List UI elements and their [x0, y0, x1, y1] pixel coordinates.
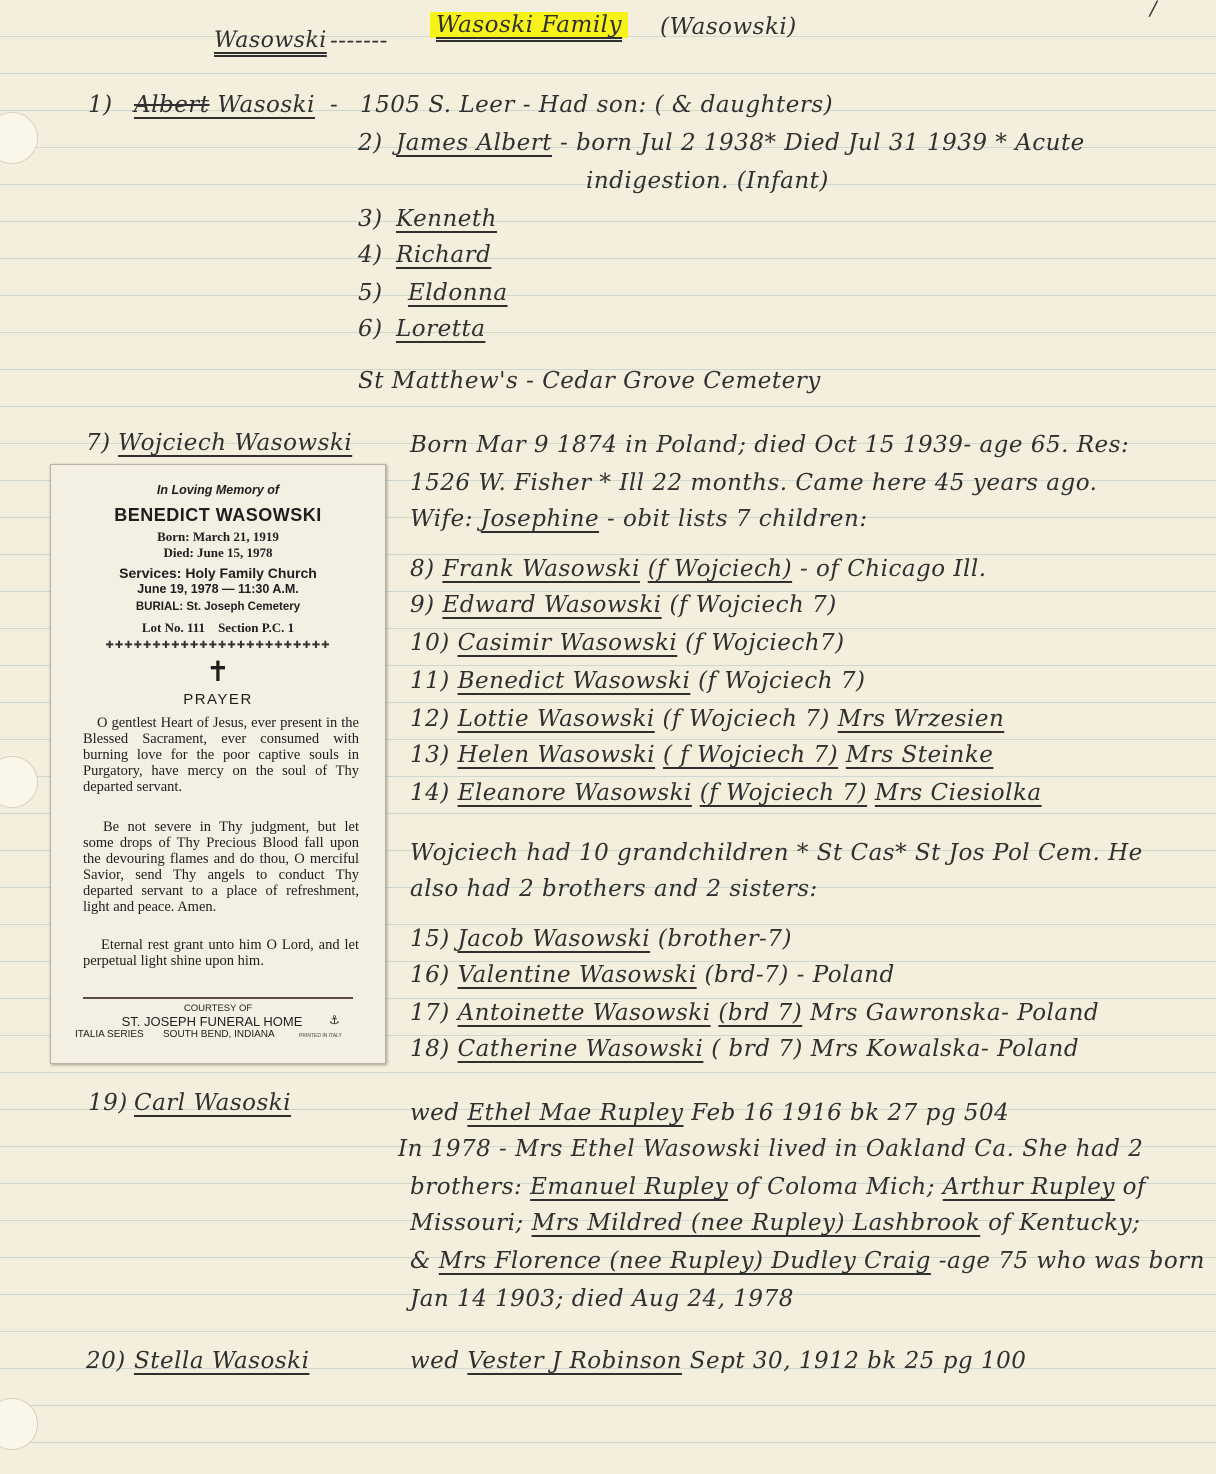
item-note: Mrs Kowalska- Poland	[810, 1036, 1080, 1062]
item-num: 17)	[410, 1000, 450, 1026]
card-died: Died: June 15, 1978	[163, 545, 273, 560]
family-title: Wasoski Family	[430, 12, 628, 38]
brother-place: of Coloma Mich;	[735, 1174, 935, 1200]
entry-num-stella: 20)	[86, 1348, 126, 1374]
place-text: Missouri;	[410, 1210, 524, 1236]
carl-line-4	[410, 1210, 1140, 1236]
entry-name-james: James Albert	[396, 130, 553, 156]
sister-note: -age 75 who was born	[938, 1248, 1205, 1274]
card-memory-line: In Loving Memory of	[156, 483, 280, 497]
item-note: - Poland	[796, 962, 895, 988]
list-item	[410, 1000, 1099, 1026]
item-name: Valentine Wasowski	[457, 962, 697, 988]
card-services: Services: Holy Family Church	[119, 565, 317, 581]
card-lot: Lot No. 111	[141, 620, 206, 635]
wojciech-line-3	[410, 506, 868, 532]
spouse-name: Ethel Mae Rupley	[467, 1100, 684, 1126]
page-number: /	[1150, 0, 1158, 20]
item-relation: (f Wojciech7)	[685, 630, 845, 656]
list-item	[410, 780, 1042, 806]
list-item	[410, 926, 792, 952]
item-relation: (f Wojciech)	[647, 556, 793, 582]
item-name: Edward Wasowski	[442, 592, 662, 618]
item-num: 18)	[410, 1036, 450, 1062]
list-item	[410, 668, 865, 694]
brother-name: Arthur Rupley	[942, 1174, 1115, 1200]
alt-spelling: (Wasowski)	[660, 14, 797, 40]
entry-name-stella: Stella Wasoski	[134, 1348, 310, 1374]
item-relation: (f Wojciech 7)	[662, 706, 830, 732]
list-item	[410, 1036, 1079, 1062]
entry-num-loretta: 6)	[358, 316, 383, 342]
item-married-name: Mrs Wrzesien	[837, 706, 1005, 732]
item-num: 11)	[410, 668, 450, 694]
carl-line-5	[410, 1248, 1205, 1274]
card-lot-section	[51, 620, 385, 636]
entry-name-wojciech: Wojciech Wasowski	[118, 430, 353, 456]
item-note: Mrs Gawronska- Poland	[810, 1000, 1100, 1026]
card-prayer-title: PRAYER	[183, 691, 253, 708]
item-note: - of Chicago Ill.	[799, 556, 987, 582]
stella-line	[410, 1348, 1026, 1374]
binder-hole-top	[0, 112, 38, 164]
item-relation: (f Wojciech 7)	[699, 780, 868, 806]
wife-note: - obit lists 7 children:	[606, 506, 868, 532]
entry-num-carl: 19)	[88, 1090, 128, 1116]
item-name: Casimir Wasowski	[457, 630, 678, 656]
item-name: Eleanore Wasowski	[457, 780, 692, 806]
carl-line-6: Jan 14 1903; died Aug 24, 1978	[410, 1286, 794, 1312]
brother-name: Emanuel Rupley	[530, 1174, 729, 1200]
wed-label: wed	[410, 1348, 460, 1374]
ampersand: &	[410, 1248, 431, 1274]
carl-line-1	[410, 1100, 1009, 1126]
spouse-name: Vester J Robinson	[467, 1348, 682, 1374]
card-courtesy: COURTESY OF	[183, 1003, 253, 1014]
sister-name: Mrs Florence (nee Rupley) Dudley Craig	[438, 1248, 931, 1274]
marriage-record: Feb 16 1916 bk 27 pg 504	[691, 1100, 1010, 1126]
entry-num-eldonna: 5)	[358, 280, 383, 306]
memorial-card	[50, 464, 386, 1064]
marriage-record: Sept 30, 1912 bk 25 pg 100	[689, 1348, 1027, 1374]
item-married-name: Mrs Ciesiolka	[874, 780, 1042, 806]
list-item	[410, 592, 837, 618]
item-name: Jacob Wasowski	[457, 926, 651, 952]
item-relation: (f Wojciech 7)	[669, 592, 837, 618]
item-name: Antoinette Wasowski	[457, 1000, 711, 1026]
item-name: Benedict Wasowski	[457, 668, 691, 694]
card-divider	[83, 997, 353, 999]
entry-num-albert: 1)	[88, 92, 113, 118]
card-city: SOUTH BEND, INDIANA	[163, 1029, 275, 1040]
carl-line-2: In 1978 - Mrs Ethel Wasowski lived in Oakland Ca. She had 2	[398, 1136, 1144, 1162]
item-num: 8)	[410, 556, 435, 582]
entry-name-loretta: Loretta	[396, 316, 486, 342]
struck-albert: Albert	[134, 92, 210, 118]
card-funeral-home: ST. JOSEPH FUNERAL HOME	[121, 1014, 303, 1029]
item-name: Frank Wasowski	[442, 556, 640, 582]
list-item	[410, 706, 1004, 732]
entry-name-kenneth: Kenneth	[396, 206, 497, 232]
entry-num-richard: 4)	[358, 242, 383, 268]
entry-name-carl: Carl Wasoski	[134, 1090, 292, 1116]
wife-label: Wife:	[410, 506, 473, 532]
cross-icon: ✝	[206, 655, 230, 688]
item-name: Helen Wasowski	[457, 742, 656, 768]
card-deceased-name: BENEDICT WASOWSKI	[114, 505, 322, 525]
card-cross-border: ✚✚✚✚✚✚✚✚✚✚✚✚✚✚✚✚✚✚✚✚✚✚✚✚	[105, 640, 331, 651]
item-num: 12)	[410, 706, 450, 732]
brother-place: of	[1122, 1174, 1147, 1200]
entry-name-albert: Albert Wasoski	[134, 92, 315, 118]
card-born: Born: March 21, 1919	[157, 529, 279, 544]
item-num: 10)	[410, 630, 450, 656]
card-section: Section P.C. 1	[218, 620, 295, 635]
anchor-icon: ⚓	[329, 1013, 340, 1027]
entry-name-richard: Richard	[396, 242, 492, 268]
entry-num-kenneth: 3)	[358, 206, 383, 232]
item-num: 14)	[410, 780, 450, 806]
card-burial: BURIAL: St. Joseph Cemetery	[135, 601, 301, 613]
item-relation: (brother-7)	[657, 926, 792, 952]
wife-name: Josephine	[480, 506, 600, 532]
header-dashes: -------	[330, 28, 388, 54]
item-num: 16)	[410, 962, 450, 988]
card-printed: PRINTED IN ITALY	[299, 1033, 342, 1039]
binder-hole-bottom	[0, 1398, 38, 1450]
entry-num-james: 2)	[358, 130, 383, 156]
card-prayer-para-2: Be not severe in Thy judgment, but let some drops of Thy Precious Blood fall upon the devouring flames and do thou, O merciful Savior, send Thy angels to conduct Thy departed servant to a place of refreshment, light and peace. Amen.	[83, 819, 359, 915]
card-service-time: June 19, 1978 — 11:30 A.M.	[137, 582, 299, 596]
item-num: 15)	[410, 926, 450, 952]
item-relation: ( brd 7)	[711, 1036, 803, 1062]
list-item	[410, 962, 895, 988]
card-series: ITALIA SERIES	[75, 1029, 144, 1040]
entry-detail-albert: 1505 S. Leer - Had son: ( & daughters)	[360, 92, 834, 118]
wojciech-line-2: 1526 W. Fisher * Ill 22 months. Came here 45 years ago.	[410, 470, 1098, 496]
item-num: 9)	[410, 592, 435, 618]
sister-name: Mrs Mildred (nee Rupley) Lashbrook	[531, 1210, 981, 1236]
item-name: Lottie Wasowski	[457, 706, 655, 732]
item-num: 13)	[410, 742, 450, 768]
wed-label: wed	[410, 1100, 460, 1126]
entry-num-wojciech: 7)	[86, 430, 111, 456]
list-item	[410, 630, 845, 656]
entry-name-eldonna: Eldonna	[408, 280, 508, 306]
card-prayer-para-3: Eternal rest grant unto him O Lord, and let perpetual light shine upon him.	[83, 937, 359, 969]
header-surname: Wasowski	[214, 28, 327, 53]
entry-detail2-james: indigestion. (Infant)	[586, 168, 829, 194]
binder-hole-middle	[0, 756, 38, 808]
item-relation: ( f Wojciech 7)	[662, 742, 839, 768]
brothers-label: brothers:	[410, 1174, 523, 1200]
carl-line-3	[410, 1174, 1146, 1200]
cemetery-line-1: St Matthew's - Cedar Grove Cemetery	[358, 368, 821, 394]
item-married-name: Mrs Steinke	[845, 742, 994, 768]
item-relation: (brd-7)	[704, 962, 789, 988]
grandchildren-line-1: Wojciech had 10 grandchildren * St Cas* St Jos Pol Cem. He	[410, 840, 1143, 866]
list-item	[410, 742, 993, 768]
item-relation: (brd 7)	[718, 1000, 803, 1026]
card-prayer-para-1: O gentlest Heart of Jesus, ever present in the Blessed Sacrament, ever consumed with burning love for the poor captive souls in Purgatory, have mercy on the soul of Thy departed servant.	[83, 715, 359, 795]
list-item	[410, 556, 987, 582]
grandchildren-line-2: also had 2 brothers and 2 sisters:	[410, 876, 818, 902]
sister-place: of Kentucky;	[988, 1210, 1141, 1236]
entry-detail-james: - born Jul 2 1938* Died Jul 31 1939 * Acute	[560, 130, 1085, 156]
item-relation: (f Wojciech 7)	[698, 668, 866, 694]
item-name: Catherine Wasowski	[457, 1036, 704, 1062]
entry-sep-albert: -	[330, 92, 339, 118]
wojciech-line-1: Born Mar 9 1874 in Poland; died Oct 15 1939- age 65. Res:	[410, 432, 1130, 458]
